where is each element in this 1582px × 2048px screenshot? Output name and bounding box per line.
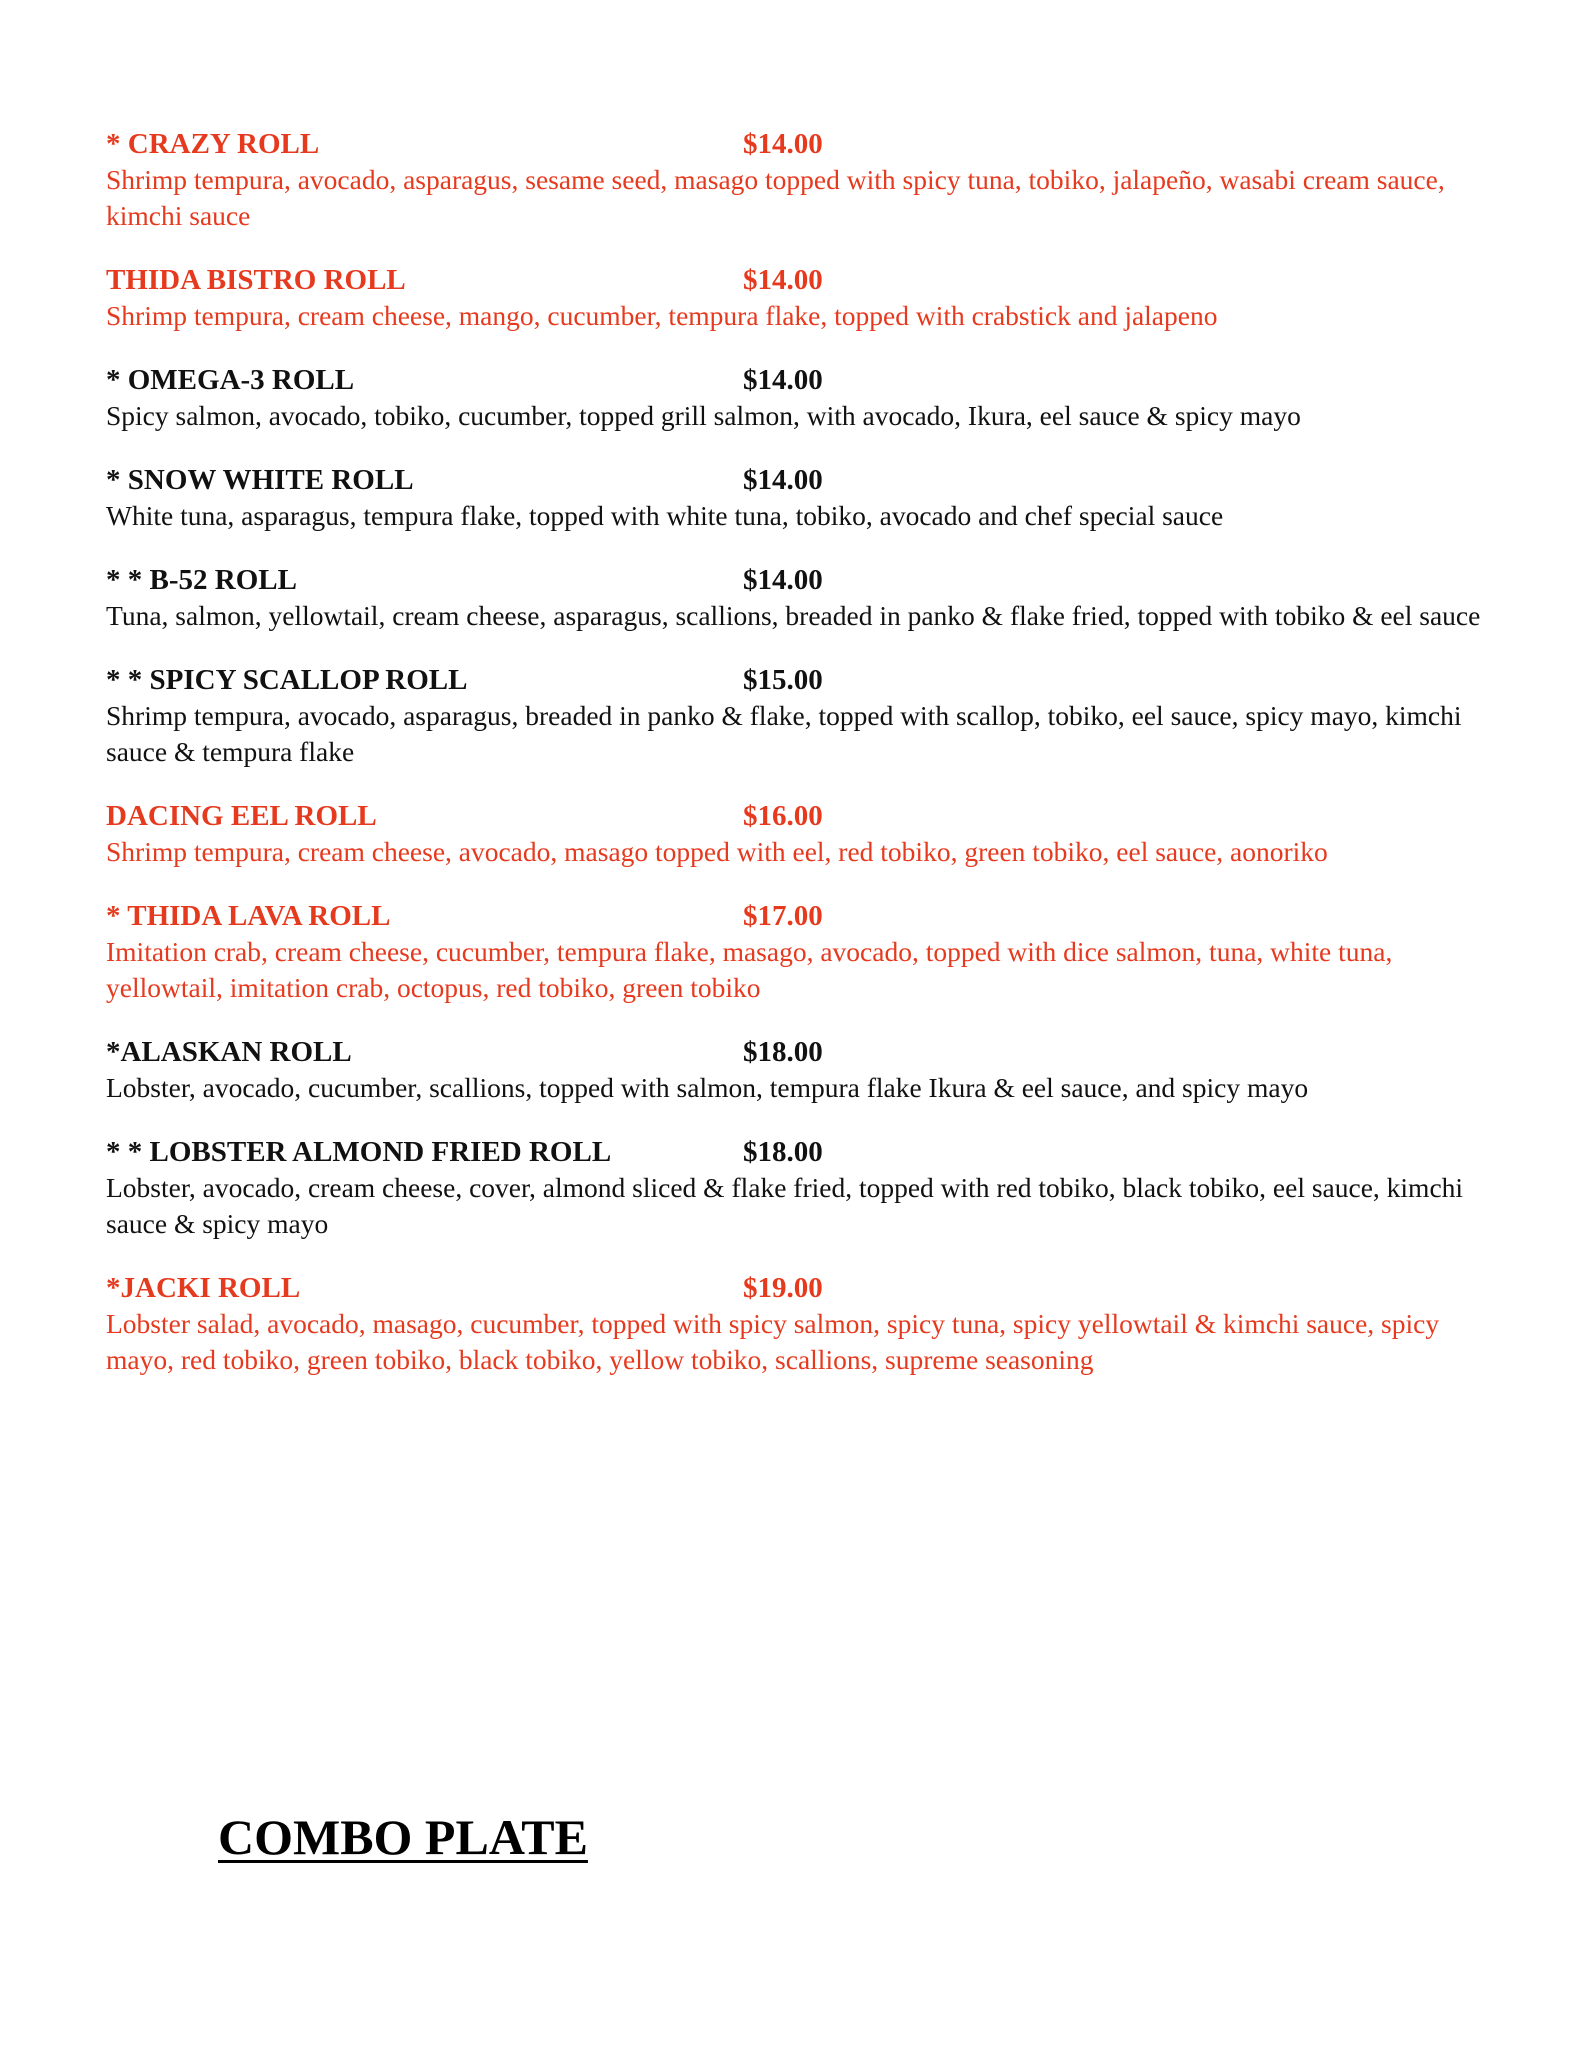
- menu-item-name: * CRAZY ROLL: [106, 128, 320, 160]
- menu-item: [106, 1270, 1506, 1378]
- menu-item-price: $16.00: [743, 800, 823, 832]
- menu-item-price: $14.00: [743, 564, 823, 596]
- menu-item-header: [106, 1134, 1506, 1170]
- menu-item-name: * * SPICY SCALLOP ROLL: [106, 664, 468, 696]
- menu-item: [106, 798, 1506, 870]
- menu-item-price: $14.00: [743, 364, 823, 396]
- combo-plate-heading: COMBO PLATE: [218, 1809, 588, 1865]
- menu-item-price: $14.00: [743, 464, 823, 496]
- menu-item-name: * * LOBSTER ALMOND FRIED ROLL: [106, 1136, 612, 1168]
- menu-item-name: * * B-52 ROLL: [106, 564, 297, 596]
- menu-item-description: Shrimp tempura, avocado, asparagus, sesame seed, masago topped with spicy tuna, tobiko, jalapeño, wasabi cream sauce, kimchi sauce: [106, 164, 1445, 231]
- menu-item-price: $18.00: [743, 1136, 823, 1168]
- menu-item-name: * SNOW WHITE ROLL: [106, 464, 414, 496]
- menu-item-description: Tuna, salmon, yellowtail, cream cheese, asparagus, scallions, breaded in panko & flake fried, topped with tobiko & eel sauce: [106, 600, 1481, 631]
- menu-item-description: Shrimp tempura, cream cheese, avocado, masago topped with eel, red tobiko, green tobiko, eel sauce, aonoriko: [106, 836, 1328, 867]
- menu-item: [106, 662, 1506, 770]
- menu-item: [106, 898, 1506, 1006]
- menu-item-price: $19.00: [743, 1272, 823, 1304]
- menu-item-name: *ALASKAN ROLL: [106, 1036, 352, 1068]
- menu-item-description: Shrimp tempura, avocado, asparagus, breaded in panko & flake, topped with scallop, tobiko, eel sauce, spicy mayo, kimchi sauce & tempura flake: [106, 700, 1462, 767]
- menu-item-header: [106, 562, 1506, 598]
- menu-item-name: * THIDA LAVA ROLL: [106, 900, 391, 932]
- menu-item: [106, 1134, 1506, 1242]
- menu-item-price: $18.00: [743, 1036, 823, 1068]
- menu-item-name: * OMEGA-3 ROLL: [106, 364, 355, 396]
- menu-item-description: White tuna, asparagus, tempura flake, topped with white tuna, tobiko, avocado and chef special sauce: [106, 500, 1224, 531]
- menu-item-header: [106, 662, 1506, 698]
- menu-item-description: Spicy salmon, avocado, tobiko, cucumber, topped grill salmon, with avocado, Ikura, eel sauce & spicy mayo: [106, 400, 1301, 431]
- menu-item-price: $14.00: [743, 128, 823, 160]
- menu-item-header: [106, 798, 1506, 834]
- menu-item-name: THIDA BISTRO ROLL: [106, 264, 406, 296]
- menu-item-description: Imitation crab, cream cheese, cucumber, tempura flake, masago, avocado, topped with dice salmon, tuna, white tuna, yellowtail, imitation crab, octopus, red tobiko, green tobiko: [106, 936, 1393, 1003]
- menu-item-name: *JACKI ROLL: [106, 1272, 301, 1304]
- menu-item: [106, 262, 1506, 334]
- menu-item-description: Lobster salad, avocado, masago, cucumber, topped with spicy salmon, spicy tuna, spicy yellowtail & kimchi sauce, spicy mayo, red tobiko, green tobiko, black tobiko, yellow tobiko, scallions, supreme seasoning: [106, 1308, 1440, 1375]
- menu-item: [106, 562, 1506, 634]
- menu-item: [106, 462, 1506, 534]
- menu-item-price: $14.00: [743, 264, 823, 296]
- menu-item: [106, 362, 1506, 434]
- menu-item-price: $17.00: [743, 900, 823, 932]
- menu-item-name: DACING EEL ROLL: [106, 800, 377, 832]
- menu-item-header: [106, 462, 1506, 498]
- menu-item: [106, 126, 1506, 234]
- menu-item-header: [106, 362, 1506, 398]
- menu-item-header: [106, 1034, 1506, 1070]
- menu-item-header: [106, 126, 1506, 162]
- menu-item-header: [106, 898, 1506, 934]
- menu-item-header: [106, 1270, 1506, 1306]
- menu-item-description: Lobster, avocado, cream cheese, cover, almond sliced & flake fried, topped with red tobiko, black tobiko, eel sauce, kimchi sauce & spicy mayo: [106, 1172, 1464, 1239]
- menu-item-description: Shrimp tempura, cream cheese, mango, cucumber, tempura flake, topped with crabstick and jalapeno: [106, 300, 1218, 331]
- menu-item: [106, 1034, 1506, 1106]
- menu-item-header: [106, 262, 1506, 298]
- roll-menu-list: [106, 126, 1506, 1406]
- menu-item-price: $15.00: [743, 664, 823, 696]
- menu-item-description: Lobster, avocado, cucumber, scallions, topped with salmon, tempura flake Ikura & eel sauce, and spicy mayo: [106, 1072, 1309, 1103]
